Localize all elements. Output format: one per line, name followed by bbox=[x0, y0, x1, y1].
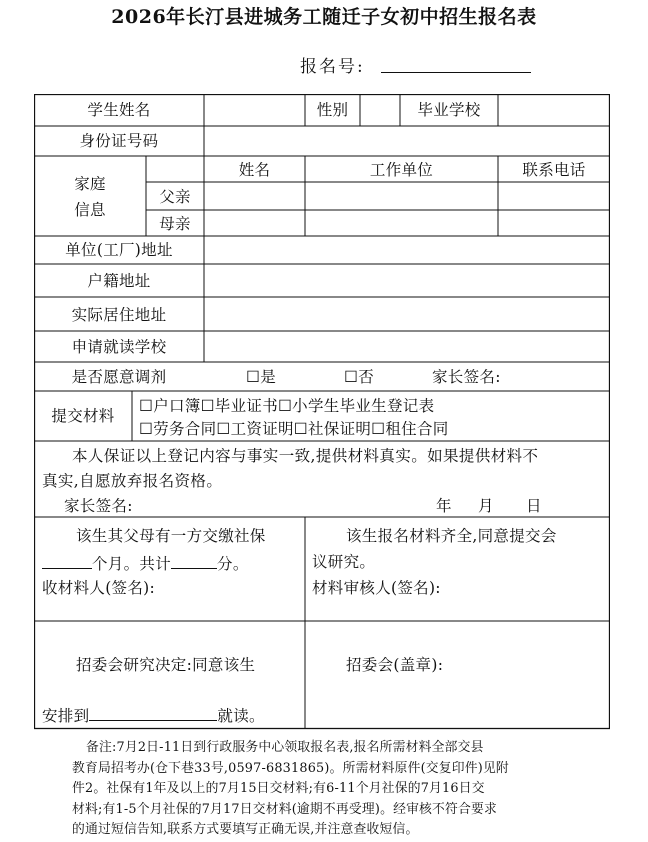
gender-label: 性别 bbox=[316, 101, 349, 119]
decision-arrange-prefix: 安排到 bbox=[42, 707, 90, 725]
pledge-year-label: 年 bbox=[436, 497, 452, 515]
id-number-label: 身份证号码 bbox=[79, 132, 159, 150]
graduation-school-label: 毕业学校 bbox=[417, 101, 481, 119]
social-security-months-blank[interactable] bbox=[42, 553, 92, 569]
pledge-text-line1: 本人保证以上登记内容与事实一致,提供材料真实。如果提供材料不 bbox=[72, 447, 539, 465]
adjust-label: 是否愿意调剂 bbox=[71, 368, 167, 386]
mother-label: 母亲 bbox=[159, 215, 191, 233]
registration-number-label: 报名号: bbox=[300, 57, 365, 77]
social-security-months-suffix: 个月。共计 bbox=[92, 555, 172, 573]
registration-number-blank[interactable] bbox=[381, 72, 531, 73]
committee-decision-line1: 招委会研究决定:同意该生 bbox=[76, 656, 256, 674]
note-line-4: 材料;有1-5个月社保的7月17日交材料(逾期不再受理)。经审核不符合要求 bbox=[72, 801, 498, 817]
social-security-points-blank[interactable] bbox=[171, 553, 217, 569]
review-line2: 议研究。 bbox=[312, 553, 376, 571]
adjust-parent-signature-label: 家长签名: bbox=[432, 368, 501, 386]
adjust-yes-checkbox[interactable]: ☐是 bbox=[246, 368, 276, 386]
material-collector-signature-label: 收材料人(签名): bbox=[42, 579, 156, 597]
apply-school-label: 申请就读学校 bbox=[71, 338, 167, 356]
material-reviewer-signature-label: 材料审核人(签名): bbox=[312, 579, 441, 597]
pledge-day-label: 日 bbox=[526, 497, 542, 515]
family-col-name: 姓名 bbox=[238, 161, 271, 179]
materials-checkboxes-line2[interactable]: ☐劳务合同☐工资证明☐社保证明☐租住合同 bbox=[139, 420, 449, 438]
student-name-label: 学生姓名 bbox=[87, 101, 151, 119]
note-line-2: 教育局招考办(仓下巷33号,0597-6831865)。所需材料原件(交复印件)见附 bbox=[72, 760, 509, 776]
form-table bbox=[34, 94, 610, 730]
committee-seal-label: 招委会(盖章): bbox=[346, 656, 444, 674]
decision-school-blank[interactable] bbox=[89, 705, 217, 721]
social-security-line2 bbox=[42, 553, 249, 573]
pledge-month-label: 月 bbox=[478, 497, 494, 515]
note-line-3: 件2。社保有1年及以上的7月15日交材料;有6-11个月社保的7月16日交 bbox=[72, 781, 485, 796]
adjust-no-checkbox[interactable]: ☐否 bbox=[344, 368, 374, 386]
family-label-line1: 家庭 bbox=[74, 175, 106, 193]
pledge-text-line2: 真实,自愿放弃报名资格。 bbox=[42, 472, 223, 490]
notes-block bbox=[72, 738, 610, 841]
residence-address-label: 实际居住地址 bbox=[71, 306, 167, 324]
family-label-line2: 信息 bbox=[74, 201, 106, 219]
form-title: 2026年长汀县进城务工随迁子女初中招生报名表 bbox=[111, 6, 537, 28]
hukou-address-label: 户籍地址 bbox=[87, 272, 151, 290]
family-col-phone: 联系电话 bbox=[522, 161, 586, 179]
note-line-5: 的通过短信告知,联系方式要填写正确无误,并注意查收短信。 bbox=[72, 822, 419, 837]
unit-address-label: 单位(工厂)地址 bbox=[65, 241, 173, 259]
note-line-1: 备注:7月2日-11日到行政服务中心领取报名表,报名所需材料全部交县 bbox=[86, 740, 484, 755]
review-line1: 该生报名材料齐全,同意提交会 bbox=[346, 527, 557, 545]
materials-checkboxes-line1[interactable]: ☐户口簿☐毕业证书☐小学生毕业生登记表 bbox=[139, 397, 435, 415]
social-security-line1: 该生其父母有一方交缴社保 bbox=[76, 527, 266, 545]
family-col-work: 工作单位 bbox=[369, 161, 434, 179]
social-security-points-suffix: 分。 bbox=[217, 555, 249, 573]
father-label: 父亲 bbox=[159, 188, 191, 206]
pledge-parent-signature-label: 家长签名: bbox=[64, 497, 133, 515]
committee-decision-line2 bbox=[42, 705, 265, 725]
decision-arrange-suffix: 就读。 bbox=[217, 707, 265, 725]
materials-label: 提交材料 bbox=[51, 407, 115, 425]
